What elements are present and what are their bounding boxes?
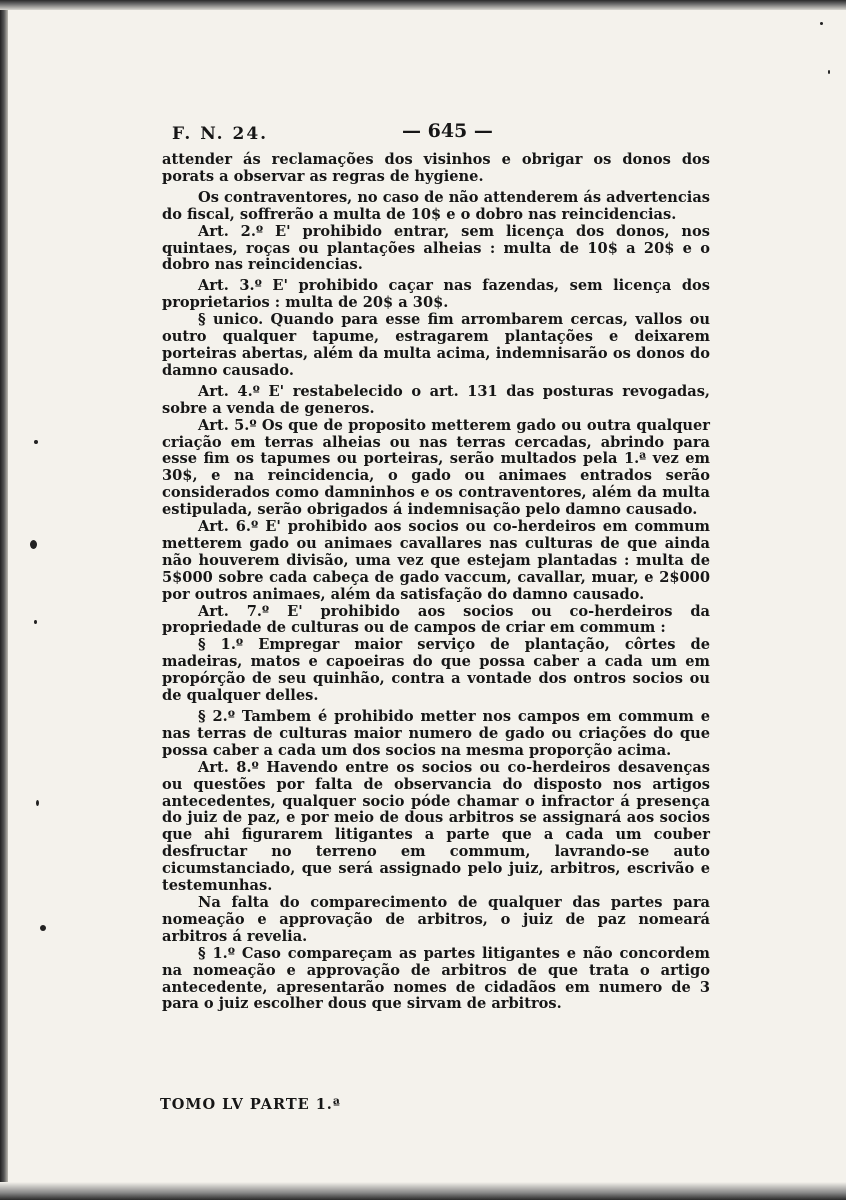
page-footer-signature: TOMO LV PARTE 1.ª: [160, 1096, 341, 1113]
scan-speck: [820, 22, 823, 25]
document-page: [162, 118, 710, 1013]
paragraph: Os contraventores, no caso de não attenderem ás advertencias do fiscal, soffrerão a multa de 10$ e o dobro nas reincidencias.: [162, 188, 710, 223]
scan-speck: [36, 800, 39, 806]
paragraph: § 1.º Empregar maior serviço de plantação, côrtes de madeiras, matos e capoeiras do que possa caber a cada um em propórção de seu quinhão, contra a vontade dos ontros socios ou de qualquer delles.: [162, 636, 710, 705]
paragraph: § 1.º Caso compareçam as partes litigantes e não concordem na nomeação e approvação de arbitros de que trata o artigo antecedente, apresentarão nomes de cidadãos em numero de 3 para o juiz escolher dous que sirvam de arbitros.: [162, 944, 710, 1013]
paragraph: Art. 7.º E' prohibido aos socios ou co-herdeiros da propriedade de culturas ou de campos de criar em commum :: [162, 602, 710, 637]
paragraph: Art. 4.º E' restabelecido o art. 131 das posturas revogadas, sobre a venda de generos.: [162, 382, 710, 417]
scan-top-edge: [0, 0, 846, 10]
header-section-ref: F. N. 24.: [172, 124, 269, 144]
scan-speck: [34, 620, 37, 624]
scan-speck: [40, 925, 46, 931]
body-text: [162, 152, 710, 1013]
paragraph: Art. 3.º E' prohibido caçar nas fazendas, sem licença dos proprietarios : multa de 20$ a 30$.: [162, 277, 710, 312]
paragraph: Art. 6.º E' prohibido aos socios ou co-herdeiros em commum metterem gado ou animaes cavallares nas culturas de que ainda não houverem divisão, uma vez que estejam plantadas : multa de 5$000 sobre cada cabeça de gado vaccum, cavallar, muar, e 2$000 por outros animaes, além da satisfação do damno causado.: [162, 518, 710, 603]
paragraph: Na falta do comparecimento de qualquer das partes para nomeação e approvação de arbitros, o juiz de paz nomeará arbitros á revelia.: [162, 893, 710, 945]
page-header: [162, 118, 710, 152]
book-binding-edge: [0, 0, 8, 1200]
paragraph: § unico. Quando para esse fim arrombarem cercas, vallos ou outro qualquer tapume, estragarem plantações e deixarem porteiras abertas, além da multa acima, indemnisarão os donos do damno causado.: [162, 311, 710, 379]
scan-speck: [30, 540, 37, 549]
paragraph: § 2.º Tambem é prohibido metter nos campos em commum e nas terras de culturas maior numero de gado ou criações do que possa caber a cada um dos socios na mesma proporção acima.: [162, 708, 710, 759]
paragraph: Art. 5.º Os que de proposito metterem gado ou outra qualquer criação em terras alheias ou nas terras cercadas, abrindo para esse fim os tapumes ou porteiras, serão multados pela 1.ª vez em 30$, e na reincidencia, o gado ou animaes entrados serão considerados como damninhos e os contraventores, além da multa estipulada, serão obrigados á indemnisação pelo damno causado.: [162, 416, 710, 519]
scan-speck: [34, 440, 38, 444]
scan-speck: [828, 70, 830, 74]
page-number: — 645 —: [402, 120, 493, 142]
paragraph: Art. 8.º Havendo entre os socios ou co-herdeiros desavenças ou questões por falta de observancia do disposto nos artigos antecedentes, qualquer socio póde chamar o infractor á presença do juiz de paz, e por meio de dous arbitros se assignará aos socios que ahi figurarem litigantes a parte que a cada um couber desfructar no terreno em commum, lavrando-se auto cicumstanciado, que será assignado pelo juiz, arbitros, escrivão e testemunhas.: [162, 758, 710, 895]
paragraph: Art. 2.º E' prohibido entrar, sem licença dos donos, nos quintaes, roças ou plantações alheias : multa de 10$ a 20$ e o dobro nas reincidencias.: [162, 222, 710, 274]
paragraph: attender ás reclamações dos visinhos e obrigar os donos dos porats a observar as regras de hygiene.: [162, 151, 710, 185]
scan-bottom-edge: [0, 1182, 846, 1200]
